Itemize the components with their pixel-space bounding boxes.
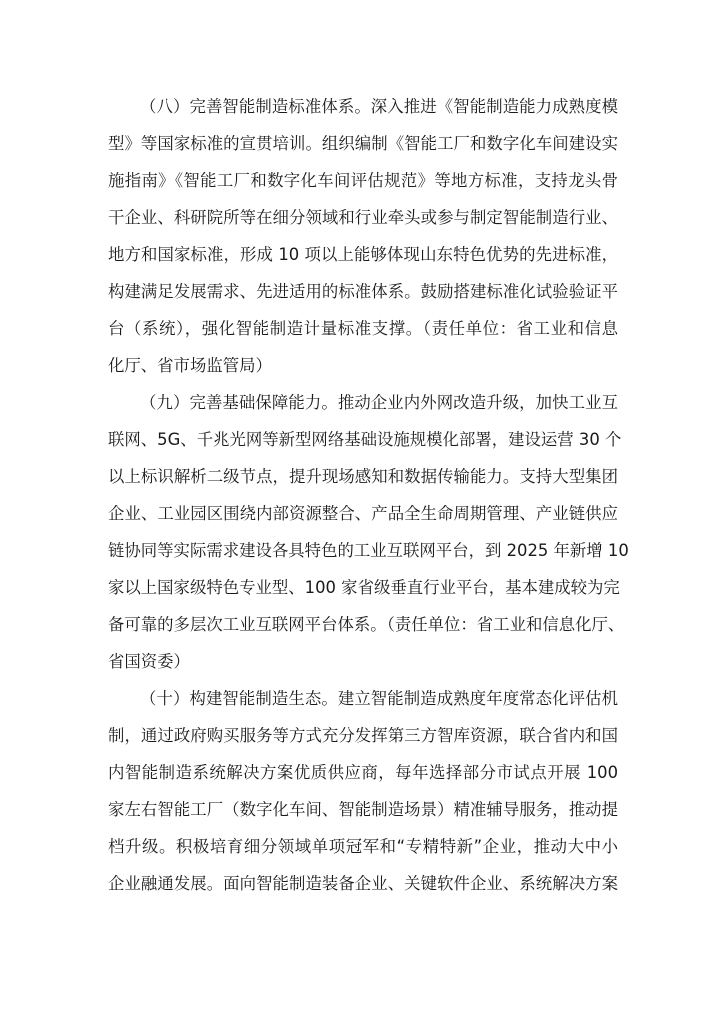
- paragraph-line: 链协同等实际需求建设各具特色的工业互联网平台，到 2025 年新增 10: [108, 541, 629, 560]
- paragraph-line: 家左右智能工厂（数字化车间、智能制造场景）精准辅导服务，推动提: [108, 800, 618, 819]
- paragraph-line: 干企业、科研院所等在细分领域和行业牵头或参与制定智能制造行业、: [108, 208, 618, 227]
- paragraph-line: 联网、5G、千兆光网等新型网络基础设施规模化部署，建设运营 30 个: [108, 430, 622, 449]
- paragraph-line: 型》等国家标准的宣贯培训。组织编制《智能工厂和数字化车间建设实: [108, 134, 618, 153]
- paragraph-line: 台（系统），强化智能制造计量标准支撑。（责任单位：省工业和信息: [108, 319, 618, 338]
- paragraph-line: 内智能制造系统解决方案优质供应商，每年选择部分市试点开展 100: [108, 763, 618, 782]
- paragraph-line: 档升级。积极培育细分领域单项冠军和“专精特新”企业，推动大中小: [108, 837, 618, 856]
- paragraph-line: 省国资委）: [108, 652, 190, 671]
- paragraph-line: 家以上国家级特色专业型、100 家省级垂直行业平台，基本建成较为完: [108, 578, 620, 597]
- paragraph-line: （十）构建智能制造生态。建立智能制造成熟度年度常态化评估机: [140, 689, 618, 708]
- paragraph-line: 备可靠的多层次工业互联网平台体系。（责任单位：省工业和信息化厅、: [108, 615, 625, 634]
- paragraph-line: 构建满足发展需求、先进适用的标准体系。鼓励搭建标准化试验验证平: [108, 282, 618, 301]
- paragraph-line: 施指南》《智能工厂和数字化车间评估规范》等地方标准，支持龙头骨: [108, 171, 618, 190]
- paragraph-line: （九）完善基础保障能力。推动企业内外网改造升级，加快工业互: [140, 393, 618, 412]
- paragraph-line: 以上标识解析二级节点，提升现场感知和数据传输能力。支持大型集团: [108, 467, 618, 486]
- paragraph-line: 制，通过政府购买服务等方式充分发挥第三方智库资源，联合省内和国: [108, 726, 618, 745]
- paragraph-line: 化厅、省市场监管局）: [108, 356, 272, 375]
- paragraph-line: 地方和国家标准，形成 10 项以上能够体现山东特色优势的先进标准，: [108, 245, 618, 264]
- paragraph-line: 企业融通发展。面向智能制造装备企业、关键软件企业、系统解决方案: [108, 874, 618, 893]
- paragraph-line: （八）完善智能制造标准体系。深入推进《智能制造能力成熟度模: [140, 97, 618, 116]
- paragraph-line: 企业、工业园区围绕内部资源整合、产品全生命周期管理、产业链供应: [108, 504, 618, 523]
